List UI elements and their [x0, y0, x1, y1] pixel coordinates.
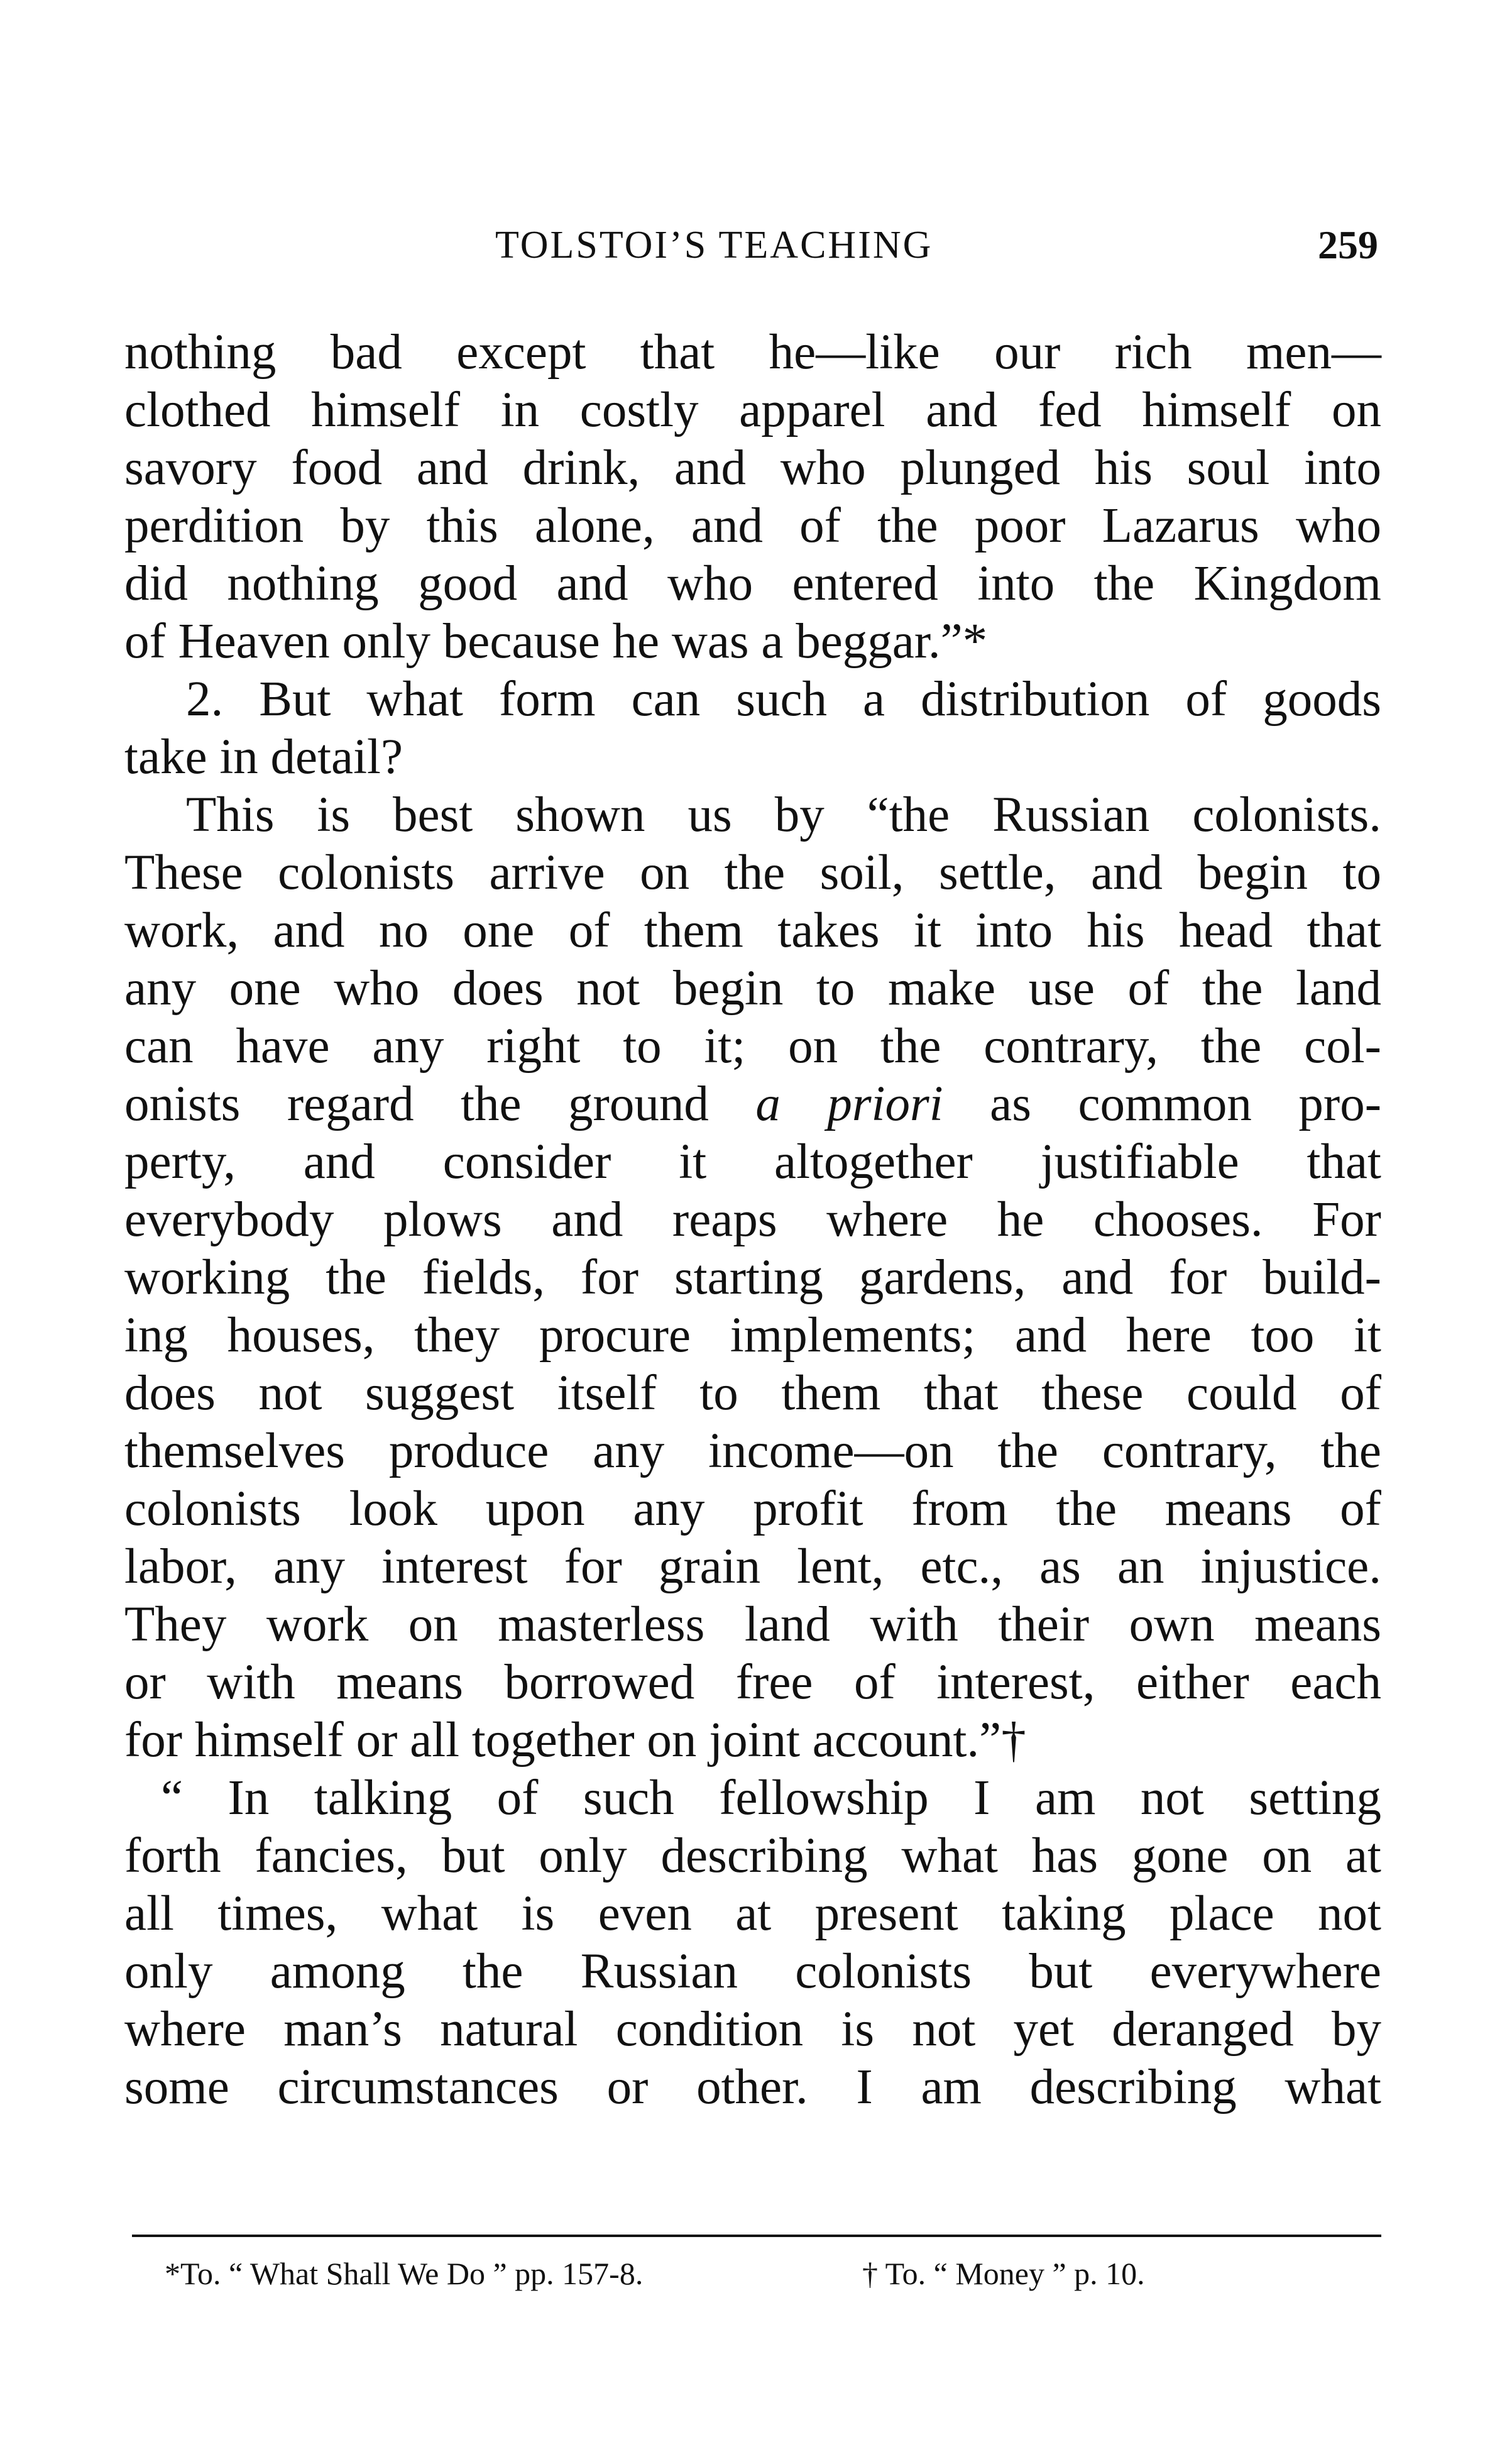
text-line: They work on masterless land with their own means — [124, 1597, 1381, 1652]
page-number: 259 — [1318, 223, 1378, 267]
italic-phrase: a priori — [755, 1077, 943, 1131]
text-line: themselves produce any income—on the contrary, the — [124, 1424, 1381, 1478]
text-line: perty, and consider it altogether justifiable that — [124, 1135, 1381, 1189]
text-segment: onists regard the ground — [124, 1077, 756, 1131]
text-line: or with means borrowed free of interest, either each — [124, 1655, 1381, 1710]
text-line: perdition by this alone, and of the poor Lazarus who — [124, 498, 1381, 553]
text-line: forth fancies, but only describing what has gone on at — [124, 1828, 1381, 1883]
text-segment: as common pro- — [943, 1077, 1381, 1131]
footnotes — [165, 2252, 1359, 2296]
text-line: some circumstances or other. I am describing what — [124, 2060, 1381, 2114]
text-line: 2. But what form can such a distribution of goods — [186, 672, 1381, 727]
footnote-what-shall-we-do: *To. “ What Shall We Do ” pp. 157-8. — [165, 2256, 644, 2291]
text-line: work, and no one of them takes it into his head that — [124, 903, 1381, 958]
text-line: colonists look upon any profit from the means of — [124, 1482, 1381, 1536]
text-line: nothing bad except that he—like our rich men— — [124, 325, 1381, 380]
text-line: any one who does not begin to make use of the land — [124, 961, 1381, 1016]
body-text — [124, 324, 1381, 2116]
text-line: only among the Russian colonists but everywhere — [124, 1944, 1381, 1999]
text-line: all times, what is even at present taking place not — [124, 1886, 1381, 1941]
text-line: for himself or all together on joint account.”† — [124, 1713, 1026, 1768]
footnote-divider — [132, 2235, 1381, 2237]
running-head — [124, 217, 1378, 273]
text-line: everybody plows and reaps where he chooses. For — [124, 1192, 1381, 1247]
running-title: TOLSTOI’S TEACHING — [495, 224, 933, 267]
footnote-money: † To. “ Money ” p. 10. — [862, 2256, 1145, 2291]
text-line: take in detail? — [124, 730, 403, 784]
text-line: can have any right to it; on the contrary, the col- — [124, 1019, 1381, 1074]
text-line: clothed himself in costly apparel and fed himself on — [124, 383, 1381, 437]
text-line: ing houses, they procure implements; and here too it — [124, 1308, 1381, 1363]
text-line: working the fields, for starting gardens, and for build- — [124, 1250, 1381, 1305]
text-line: “ In talking of such fellowship I am not setting — [161, 1771, 1381, 1825]
text-line: This is best shown us by “the Russian colonists. — [186, 788, 1381, 842]
text-line-with-italic — [124, 1075, 1381, 1133]
text-line: savory food and drink, and who plunged his soul into — [124, 441, 1381, 495]
text-line: of Heaven only because he was a beggar.”* — [124, 614, 988, 669]
text-line: does not suggest itself to them that these could of — [124, 1366, 1381, 1421]
text-line: labor, any interest for grain lent, etc., as an injustice. — [124, 1539, 1381, 1594]
text-line: where man’s natural condition is not yet deranged by — [124, 2002, 1381, 2057]
text-line: These colonists arrive on the soil, settle, and begin to — [124, 845, 1381, 900]
text-line: did nothing good and who entered into the Kingdom — [124, 556, 1381, 611]
